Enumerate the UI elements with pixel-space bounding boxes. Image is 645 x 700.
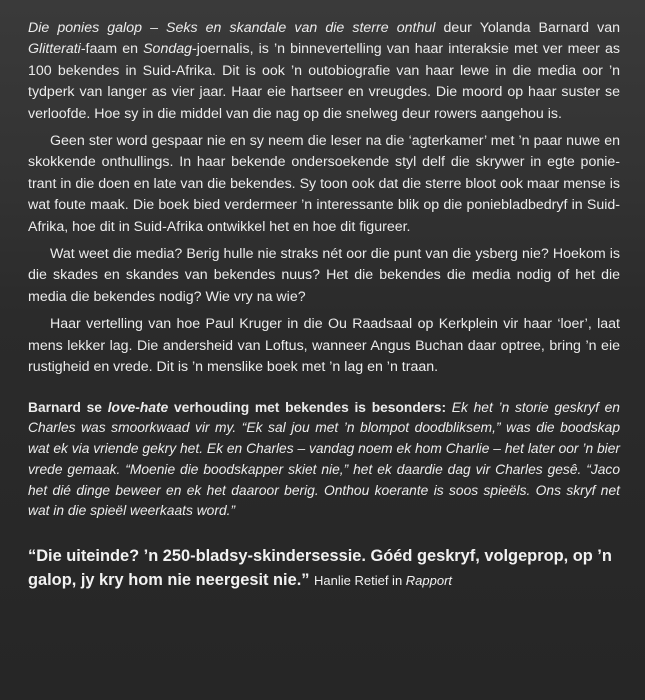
barnard-bold-1: Barnard se [28, 399, 108, 415]
attribution-name: Hanlie Retief in [314, 573, 406, 589]
glitterati-name: Glitterati [28, 41, 81, 58]
intro-text-1: deur Yolanda Barnard van [435, 20, 620, 36]
pullquote-text: “Die uiteinde? ’n 250-bladsy-skindersessie. Góéd geskryf, volgeprop, op ’n galop, jy kry hom nie neergesit nie.” [28, 547, 612, 590]
barnard-bold-2: verhouding met bekendes is besonders: [168, 399, 452, 415]
intro-text-3: -joernalis, is ’n binnevertelling van haar interaksie met ver meer as 100 bekendes in Suid-Afrika. Dit is ook ’n outobiografie van haar lewe in die media oor ’n tydperk van langer as vier jaar. Haar eie hartseer en vreugdes. Die moord op haar suster se verloofde. Hoe sy in die middel van die nag op die snelweg deur rowers aangehou is. [28, 41, 620, 122]
body-paragraph: Haar vertelling van hoe Paul Kruger in die Ou Raadsaal op Kerkplein vir haar ‘loer’, laat mens lekker lag. Die andersheid van Loftus, wanneer Angus Buchan daar optree, bring ’n eie rustigheid en vrede. Dit is ’n menslike boek met ’n lag en ’n traan. [28, 316, 620, 376]
intro-text-2: -faam en [80, 41, 144, 58]
love-hate-term: love-hate [107, 399, 169, 415]
book-title: Die ponies galop – Seks en skandale van die sterre onthul [28, 20, 436, 36]
intro-paragraph [28, 18, 620, 125]
barnard-quote: Ek het ’n storie geskryf en Charles was smoorkwaad vir my. “Ek sal jou met ’n blompot doodbliksem,” was die boodskap wat ek via vriende gekry het. Ek en Charles – vandag noem ek hom Charlie – het later oor ’n bier vrede gemaak. “Moenie die boodskapper skiet nie,” het ek daardie dag vir Charles gesê. “Jaco het dié dinge beweer en ek het daaroor berig. Onthou koerante is soos spieëls. Ons skryf net wat in die spieël weerkaats word.” [28, 399, 620, 519]
barnard-paragraph [28, 398, 620, 523]
sondag-name: Sondag [143, 41, 193, 58]
attribution-source: Rapport [405, 573, 453, 589]
back-cover-text [28, 18, 620, 593]
body-paragraph: Geen ster word gespaar nie en sy neem die leser na die ‘agterkamer’ met ’n paar nuwe en skokkende onthullings. In haar bekende ondersoekende styl delf die skrywer in egte ponie-trant in die doen en late van die bekendes. Sy toon ook dat die sterre bloot ook maar mense is wat foute maak. Die boek bied verdermeer ’n interessante blik op die poniebladbedryf in Suid-Afrika, hoe dit in Suid-Afrika ontwikkel het en hoe dit figureer. [28, 133, 620, 235]
review-pullquote [28, 544, 620, 593]
body-paragraph: Wat weet die media? Berig hulle nie straks nét oor die punt van die ysberg nie? Hoekom is die skades en skandes van bekendes nuus? Het die bekendes die media nodig of het die media die bekendes nodig? Wie vry na wie? [28, 246, 620, 305]
pullquote-attribution [314, 573, 452, 588]
